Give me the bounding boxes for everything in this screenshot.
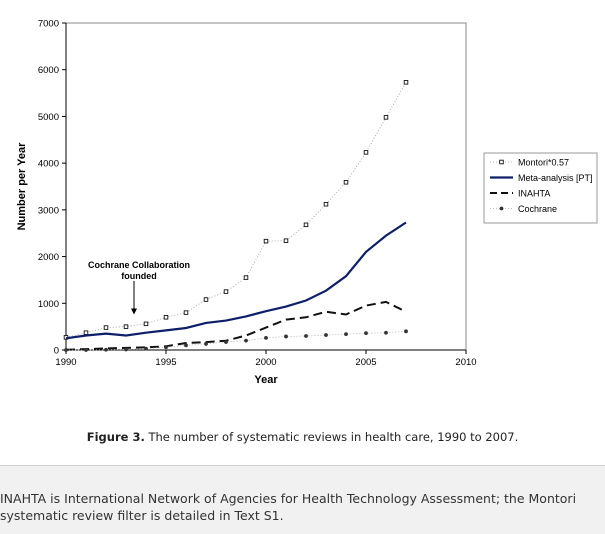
data-point-cochrane (84, 348, 88, 352)
plot-area (66, 23, 466, 350)
data-point-montori (384, 116, 388, 120)
data-point-cochrane (344, 332, 348, 336)
data-point-cochrane (364, 331, 368, 335)
data-point-montori (104, 326, 108, 330)
figure-notes-panel (0, 465, 605, 534)
data-point-cochrane (324, 333, 328, 337)
y-tick-label: 2000 (37, 252, 59, 264)
data-point-cochrane (104, 348, 108, 352)
data-point-cochrane (404, 329, 408, 333)
data-point-cochrane (304, 334, 308, 338)
data-point-cochrane (184, 343, 188, 347)
data-point-montori (224, 290, 228, 294)
data-point-cochrane (164, 345, 168, 349)
legend-label: Cochrane (518, 203, 558, 214)
legend-swatch-marker-montori (500, 160, 504, 164)
x-tick-label: 2005 (355, 357, 377, 368)
x-tick-label: 2010 (455, 357, 477, 368)
legend-label: INAHTA (518, 188, 551, 199)
legend-label: Montori*0.57 (518, 157, 570, 168)
data-point-cochrane (384, 331, 388, 335)
caption-text: The number of systematic reviews in health care, 1990 to 2007. (144, 430, 519, 444)
legend-swatch-marker-cochrane (500, 207, 504, 211)
data-point-montori (284, 239, 288, 243)
figure-notes: INAHTA is International Network of Agencies for Health Technology Assessment; the Montori systematic review filter is detailed in Text S1. (0, 491, 577, 523)
data-point-cochrane (264, 336, 268, 340)
data-point-montori (144, 322, 148, 326)
annotation-text-line: Cochrane Collaboration (87, 259, 191, 270)
x-tick-label: 1990 (55, 357, 77, 368)
data-point-montori (264, 239, 268, 243)
y-tick-label: 1000 (37, 298, 59, 310)
y-axis-title: Number per Year (16, 142, 28, 231)
y-tick-label: 3000 (37, 205, 59, 217)
x-tick-label: 1995 (155, 357, 177, 368)
y-tick-label: 4000 (37, 158, 59, 170)
data-point-cochrane (284, 335, 288, 339)
y-tick-label: 0 (53, 345, 59, 357)
data-point-montori (244, 276, 248, 280)
annotation-text-line: founded (121, 270, 157, 281)
data-point-montori (344, 180, 348, 184)
data-point-montori (404, 81, 408, 85)
y-tick-label: 6000 (37, 65, 59, 77)
data-point-cochrane (144, 347, 148, 351)
data-point-cochrane (224, 340, 228, 344)
data-point-montori (304, 223, 308, 227)
y-tick-label: 7000 (37, 18, 59, 30)
data-point-cochrane (64, 348, 68, 352)
data-point-cochrane (204, 342, 208, 346)
data-point-montori (164, 316, 168, 320)
data-point-montori (84, 331, 88, 335)
data-point-montori (324, 202, 328, 206)
data-point-cochrane (244, 339, 248, 343)
figure-caption (0, 430, 605, 444)
data-point-montori (204, 298, 208, 302)
x-axis-title: Year (254, 374, 278, 386)
data-point-montori (124, 325, 128, 329)
caption-label: Figure 3. (86, 430, 145, 444)
legend-label: Meta-analysis [PT] (518, 172, 593, 183)
y-tick-label: 5000 (37, 111, 59, 123)
x-tick-label: 2000 (255, 357, 277, 368)
data-point-montori (184, 311, 188, 315)
data-point-cochrane (124, 348, 128, 352)
data-point-montori (364, 151, 368, 155)
